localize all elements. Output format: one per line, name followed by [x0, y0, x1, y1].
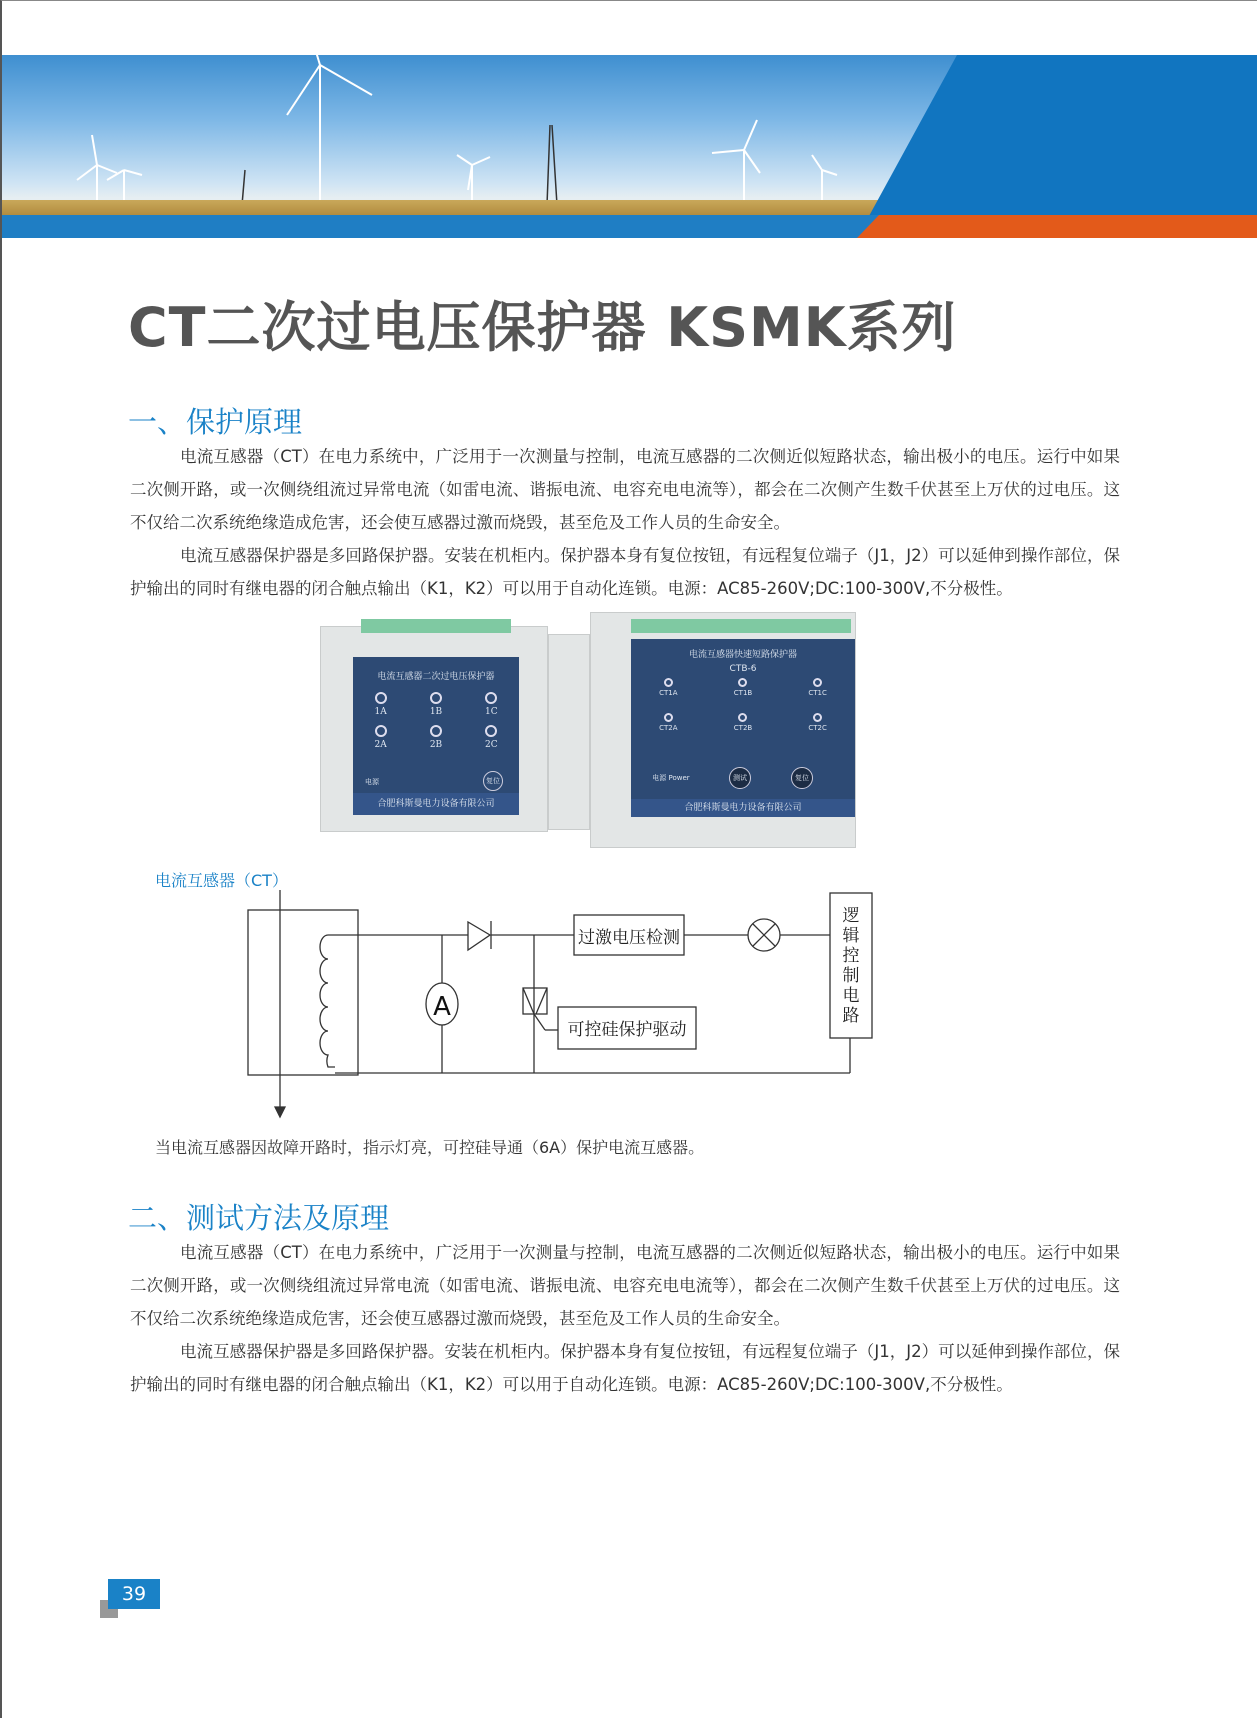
led-ct1a: CT1A: [631, 678, 706, 697]
terminal-block: [631, 619, 851, 633]
reset-button[interactable]: 复位: [791, 767, 813, 789]
device-1-panel: [353, 657, 519, 815]
svg-text:逻: 逻: [842, 906, 860, 926]
din-clip: [548, 634, 590, 830]
led-2a: 2A: [353, 725, 408, 750]
banner-orange-stripe: [857, 215, 1257, 238]
section-2-paragraph-2: 电流互感器保护器是多回路保护器。安装在机柜内。保护器本身有复位按钮，有远程复位端子（J1，J2）可以延伸到操作部位，保护输出的同时有继电器的闭合触点输出（K1，K2）可以用于自动化连锁。电源：AC85-260V;DC:100-300V,不分极性。: [130, 1342, 1120, 1394]
device-2-title: 电流互感器快速短路保护器: [688, 650, 797, 660]
circuit-diagram: [240, 885, 890, 1125]
section-1-paragraph-1: 电流互感器（CT）在电力系统中，广泛用于一次测量与控制，电流互感器的二次侧近似短路状态，输出极小的电压。运行中如果二次侧开路，或一次侧绕组流过异常电流（如雷电流、谐振电流、电容充电电流等），都会在二次侧产生数千伏甚至上万伏的过电压。这不仅给二次系统绝缘造成危害，还会使互感器过激而烧毁，甚至危及工作人员的生命安全。: [130, 447, 1120, 532]
power-label: 电源: [365, 778, 379, 786]
scr-drive-box: 可控硅保护驱动: [567, 1020, 687, 1040]
section-1-heading: 一、保护原理: [128, 405, 303, 439]
maker-label: 合肥科斯曼电力设备有限公司: [353, 793, 519, 815]
device-1-title: 电流互感器二次过电压保护器: [377, 672, 495, 682]
banner-blue-diagonal: [857, 55, 1257, 238]
header-banner: [2, 55, 1257, 238]
led-ct2b: CT2B: [706, 713, 781, 732]
test-button[interactable]: 测试: [729, 767, 751, 789]
led-1b: 1B: [408, 692, 463, 717]
thyristor-icon: [523, 988, 547, 1014]
reset-button[interactable]: 复位: [483, 771, 503, 791]
overvoltage-detect-box: 过激电压检测: [578, 928, 680, 948]
diode-icon: [468, 922, 490, 950]
page-title: CT二次过电压保护器 KSMK系列: [128, 296, 957, 359]
section-2-heading: 二、测试方法及原理: [128, 1201, 390, 1235]
svg-text:电: 电: [842, 986, 860, 1006]
maker-label: 合肥科斯曼电力设备有限公司: [631, 799, 855, 817]
led-ct1c: CT1C: [780, 678, 855, 697]
power-label: 电源 Power: [652, 774, 690, 782]
svg-text:辑: 辑: [842, 926, 860, 946]
section-2-paragraph-1: 电流互感器（CT）在电力系统中，广泛用于一次测量与控制，电流互感器的二次侧近似短路状态，输出极小的电压。运行中如果二次侧开路，或一次侧绕组流过异常电流（如雷电流、谐振电流、电容充电电流等），都会在二次侧产生数千伏甚至上万伏的过电压。这不仅给二次系统绝缘造成危害，还会使互感器过激而烧毁，甚至危及工作人员的生命安全。: [130, 1243, 1120, 1328]
led-2c: 2C: [464, 725, 519, 750]
page-number: 39: [108, 1579, 160, 1609]
device-2: [590, 612, 856, 848]
svg-text:控: 控: [842, 946, 860, 966]
ct-coil-icon: [320, 935, 335, 1067]
device-2-model: CTB-6: [729, 664, 757, 674]
terminal-block: [361, 619, 511, 633]
section-1-paragraph-2: 电流互感器保护器是多回路保护器。安装在机柜内。保护器本身有复位按钮，有远程复位端子（J1，J2）可以延伸到操作部位，保护输出的同时有继电器的闭合触点输出（K1，K2）可以用于自动化连锁。电源：AC85-260V;DC:100-300V,不分极性。: [130, 546, 1120, 598]
product-photo: [318, 612, 858, 852]
led-ct2c: CT2C: [780, 713, 855, 732]
led-1c: 1C: [464, 692, 519, 717]
device-2-panel: [631, 639, 855, 817]
wind-turbines-image: [2, 55, 902, 215]
led-2b: 2B: [408, 725, 463, 750]
ammeter-label: A: [433, 992, 451, 1022]
svg-text:路: 路: [842, 1006, 860, 1026]
device-1: [320, 626, 548, 832]
led-ct2a: CT2A: [631, 713, 706, 732]
led-1a: 1A: [353, 692, 408, 717]
svg-text:制: 制: [842, 966, 860, 986]
diagram-caption: 电流互感器（CT）: [155, 871, 288, 890]
diagram-note: 当电流互感器因故障开路时，指示灯亮，可控硅导通（6A）保护电流互感器。: [155, 1138, 705, 1157]
led-ct1b: CT1B: [706, 678, 781, 697]
